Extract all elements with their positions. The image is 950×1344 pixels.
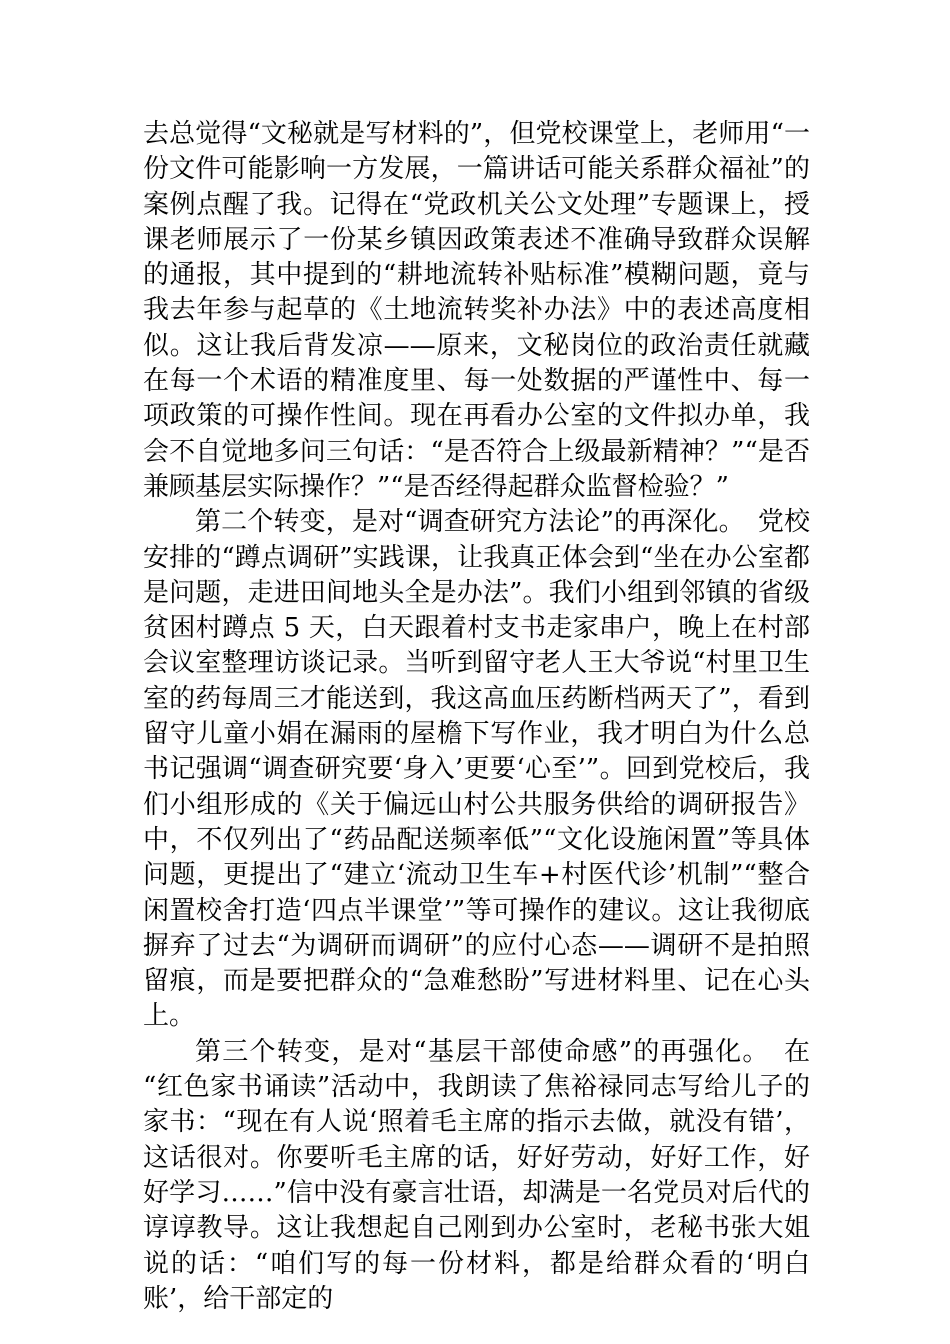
document-paragraph: 第三个转变，是对“基层干部使命感”的再强化。 在“红色家书诵读”活动中，我朗读了焦裕禄同志写给儿子的家书：“现在有人说‘照着毛主席的指示去做，就没有错’，这话很对。你要听毛主席的话，好好劳动，好好工作，好好学习……”信中没有豪言壮语，却满是一名党员对后代的谆谆教导。这让我想起自己刚到办公室时，老秘书张大姐说的话：“咱们写的每一份材料，都是给群众看的‘明白账’，给干部定的: [143, 1036, 810, 1314]
document-paragraph: 去总觉得“文秘就是写材料的”，但党校课堂上，老师用“一份文件可能影响一方发展，一篇讲话可能关系群众福祉”的案例点醒了我。记得在“党政机关公文处理”专题课上，授课老师展示了一份某乡镇因政策表述不准确导致群众误解的通报，其中提到的“耕地流转补贴标准”模糊问题，竟与我去年参与起草的《土地流转奖补办法》中的表述高度相似。这让我后背发凉——原来，文秘岗位的政治责任就藏在每一个术语的精准度里、每一处数据的严谨性中、每一项政策的可操作性间。现在再看办公室的文件拟办单，我会不自觉地多问三句话：“是否符合上级最新精神？”“是否兼顾基层实际操作？”“是否经得起群众监督检验？”: [143, 119, 810, 502]
document-paragraph: 第二个转变，是对“调查研究方法论”的再深化。 党校安排的“蹲点调研”实践课，让我真正体会到“坐在办公室都是问题，走进田间地头全是办法”。我们小组到邻镇的省级贫困村蹲点 5 天，白天跟着村支书走家串户，晚上在村部会议室整理访谈记录。当听到留守老人王大爷说“村里卫生室的药每周三才能送到，我这高血压药断档两天了”，看到留守儿童小娟在漏雨的屋檐下写作业，我才明白为什么总书记强调“调查研究要‘身入’更要‘心至’”。回到党校后，我们小组形成的《关于偏远山村公共服务供给的调研报告》中，不仅列出了“药品配送频率低”“文化设施闲置”等具体问题，更提出了“建立‘流动卫生车+村医代诊’机制”“整合闲置校舍打造‘四点半课堂’”等可操作的建议。这让我彻底摒弃了过去“为调研而调研”的应付心态——调研不是拍照留痕，而是要把群众的“急难愁盼”写进材料里、记在心头上。: [143, 507, 810, 1032]
document-body: [143, 117, 810, 1317]
